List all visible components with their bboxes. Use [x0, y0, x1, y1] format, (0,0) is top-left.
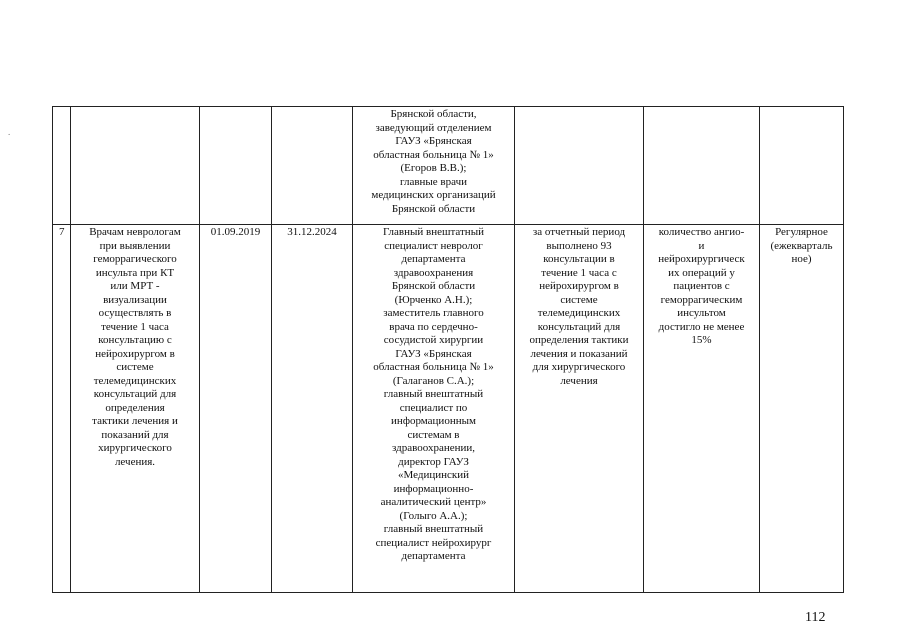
responsible-line: ГАУЗ «Брянская: [395, 347, 472, 360]
responsible-line: Брянской области: [391, 280, 476, 292]
indicator-line: их операций у: [668, 266, 735, 279]
responsible-line: информационно-: [393, 482, 474, 495]
action-line: геморрагического: [93, 253, 177, 265]
table-row: [53, 107, 844, 225]
row-number-cell: [53, 225, 71, 593]
result-cell: [515, 225, 644, 593]
row-number-cell: [53, 107, 71, 225]
responsible-line: специалист нейрохирург: [375, 536, 492, 549]
action-line: течение 1 часа: [101, 320, 169, 333]
end-date-cell: [272, 107, 353, 225]
action-line: визуализации: [103, 293, 167, 306]
responsible-line: здравоохранения: [393, 266, 474, 279]
responsible-line: главный внештатный: [383, 523, 484, 535]
action-line: консультацию с: [98, 334, 172, 346]
end-date: 31.12.2024: [287, 226, 337, 238]
responsible-line: Брянской области,: [390, 108, 477, 120]
responsible-line: заведующий отделением: [375, 121, 492, 134]
responsible-line: департамента: [401, 550, 466, 562]
result-line: нейрохирургом в: [539, 280, 619, 292]
result-line: течение 1 часа с: [541, 266, 617, 279]
action-line: лечения.: [114, 455, 156, 468]
indicator-line: достигло не менее: [658, 320, 745, 333]
period-line: (ежекварталь: [770, 239, 833, 252]
responsible-line: специалист по: [399, 401, 468, 414]
responsible-line: ГАУЗ «Брянская: [395, 135, 472, 147]
indicator-line: количество ангио-: [658, 226, 745, 238]
responsible-line: Главный внештатный: [383, 226, 484, 238]
action-line: хирургического: [98, 442, 172, 454]
indicator-line: и: [698, 239, 705, 252]
responsible-line: (Голыго А.А.);: [399, 509, 468, 522]
responsible-line: врача по сердечно-: [389, 320, 478, 333]
responsible-line: сосудистой хирургии: [383, 334, 484, 346]
responsible-cell: [353, 107, 515, 225]
end-date-cell: [272, 225, 353, 593]
page-number: 112: [805, 610, 826, 625]
action-line: при выявлении: [99, 239, 171, 252]
table-row: [53, 225, 844, 593]
responsible-line: заместитель главного: [383, 307, 484, 319]
responsible-line: аналитический центр»: [380, 496, 487, 508]
action-line: тактики лечения и: [92, 415, 178, 427]
result-line: лечения и показаний: [530, 347, 628, 360]
indicator-cell: [644, 107, 760, 225]
indicator-line: нейрохирургическ: [658, 253, 745, 265]
responsible-line: специалист невролог: [384, 239, 483, 252]
action-line: осуществлять в: [98, 307, 172, 319]
result-line: лечения: [560, 374, 598, 387]
plan-table: [52, 106, 844, 593]
period-cell: [760, 107, 844, 225]
action-line: системе: [116, 361, 154, 373]
responsible-line: здравоохранении,: [391, 442, 476, 454]
start-date: 01.09.2019: [210, 226, 261, 238]
responsible-cell: [353, 225, 515, 593]
period-line: Регулярное: [775, 226, 828, 238]
indicator-cell: [644, 225, 760, 593]
responsible-line: Брянской области: [391, 202, 476, 215]
result-line: консультации в: [543, 253, 615, 265]
indicator-line: геморрагическим: [660, 293, 743, 306]
action-line: Врачам неврологам: [89, 226, 181, 238]
responsible-line: областная больница № 1»: [373, 361, 494, 373]
responsible-line: «Медицинский: [397, 469, 470, 481]
responsible-line: областная больница № 1»: [373, 148, 494, 161]
result-line: выполнено 93: [546, 239, 612, 252]
result-line: телемедицинских: [537, 307, 621, 319]
action-line: телемедицинских: [93, 374, 177, 387]
action-line: определения: [105, 401, 165, 414]
action-cell: [71, 225, 200, 593]
indicator-line: 15%: [691, 334, 712, 346]
margin-mark: .: [8, 127, 11, 137]
action-line: инсульта при КТ: [95, 266, 175, 279]
action-line: консультаций для: [93, 388, 177, 400]
responsible-line: директор ГАУЗ: [398, 455, 469, 468]
start-date-cell: [200, 107, 272, 225]
action-line: нейрохирургом в: [95, 347, 175, 360]
result-cell: [515, 107, 644, 225]
responsible-line: (Юрченко А.Н.);: [394, 293, 473, 306]
result-line: для хирургического: [532, 361, 626, 373]
responsible-line: главные врачи: [400, 175, 467, 188]
result-line: системе: [560, 293, 598, 306]
responsible-line: медицинских организаций: [371, 189, 496, 201]
indicator-line: пациентов с: [673, 280, 730, 292]
start-date-cell: [200, 225, 272, 593]
action-line: или МРТ -: [110, 280, 160, 292]
responsible-line: департамента: [401, 253, 466, 265]
result-line: определения тактики: [529, 334, 629, 346]
action-cell: [71, 107, 200, 225]
period-line: ное): [791, 253, 812, 265]
indicator-line: инсультом: [677, 307, 726, 319]
responsible-line: информационным: [391, 415, 476, 427]
responsible-line: (Галаганов С.А.);: [392, 374, 475, 387]
responsible-line: (Егоров В.В.);: [400, 162, 467, 174]
result-line: за отчетный период: [532, 226, 626, 238]
period-cell: [760, 225, 844, 593]
action-line: показаний для: [101, 428, 169, 441]
responsible-line: главный внештатный: [383, 388, 484, 400]
responsible-line: системам в: [407, 428, 460, 441]
result-line: консультаций для: [537, 320, 621, 333]
row-number: 7: [59, 226, 65, 238]
